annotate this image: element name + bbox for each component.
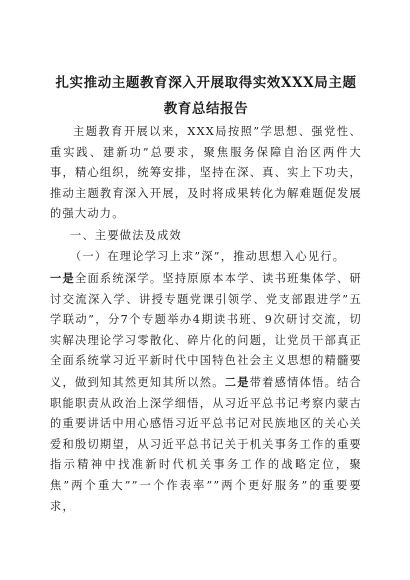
point-marker-second: 二是 bbox=[224, 374, 250, 389]
body-paragraph bbox=[50, 268, 362, 517]
subsection-heading: （一）在理论学习上求”深”，推动思想入心见行。 bbox=[70, 250, 346, 263]
section-heading: 一、主要做法及成效 bbox=[70, 229, 182, 242]
point-marker-first: 一是 bbox=[50, 271, 75, 285]
point-text-second: 带着感情体悟。结合职能职责从政治上深学细悟，从习近平总书记考察内蒙古的重要讲话中用心感悟习近平总书记对民族地区的关心关爱和殷切期望，从习近平总书记关于机关事务工作的重要指示精神中找准新时代机关事务工作的战略定位，聚焦”两个重大””一个作表率””两个更好服务”的重要要求， bbox=[50, 375, 362, 513]
point-text-first: 全面系统深学。坚持原原本本学、读书班集体学、研讨交流深入学、讲授专题党课引领学、党支部跟进学”五学联动”，分7个专题举办4期读书班、9次研讨交流，切实解决理论学习零散化、碎片化的问题，让党员干部真正全面系统掌习近平新时代中国特色社会主义思想的精髓要义，做到知其然更知其所以然。 bbox=[50, 272, 362, 389]
document-title: 扎实推动主题教育深入开展取得实效XXX局主题教育总结报告 bbox=[55, 75, 357, 117]
intro-paragraph: 主题教育开展以来，XXX局按照”学思想、强党性、重实践、建新功”总要求，聚焦服务保障自治区两件大事，精心组织，统筹安排，坚持在深、真、实上下功夫，推动主题教育深入开展，及时将成果转化为解难题促发展的强大动力。 bbox=[50, 125, 362, 221]
